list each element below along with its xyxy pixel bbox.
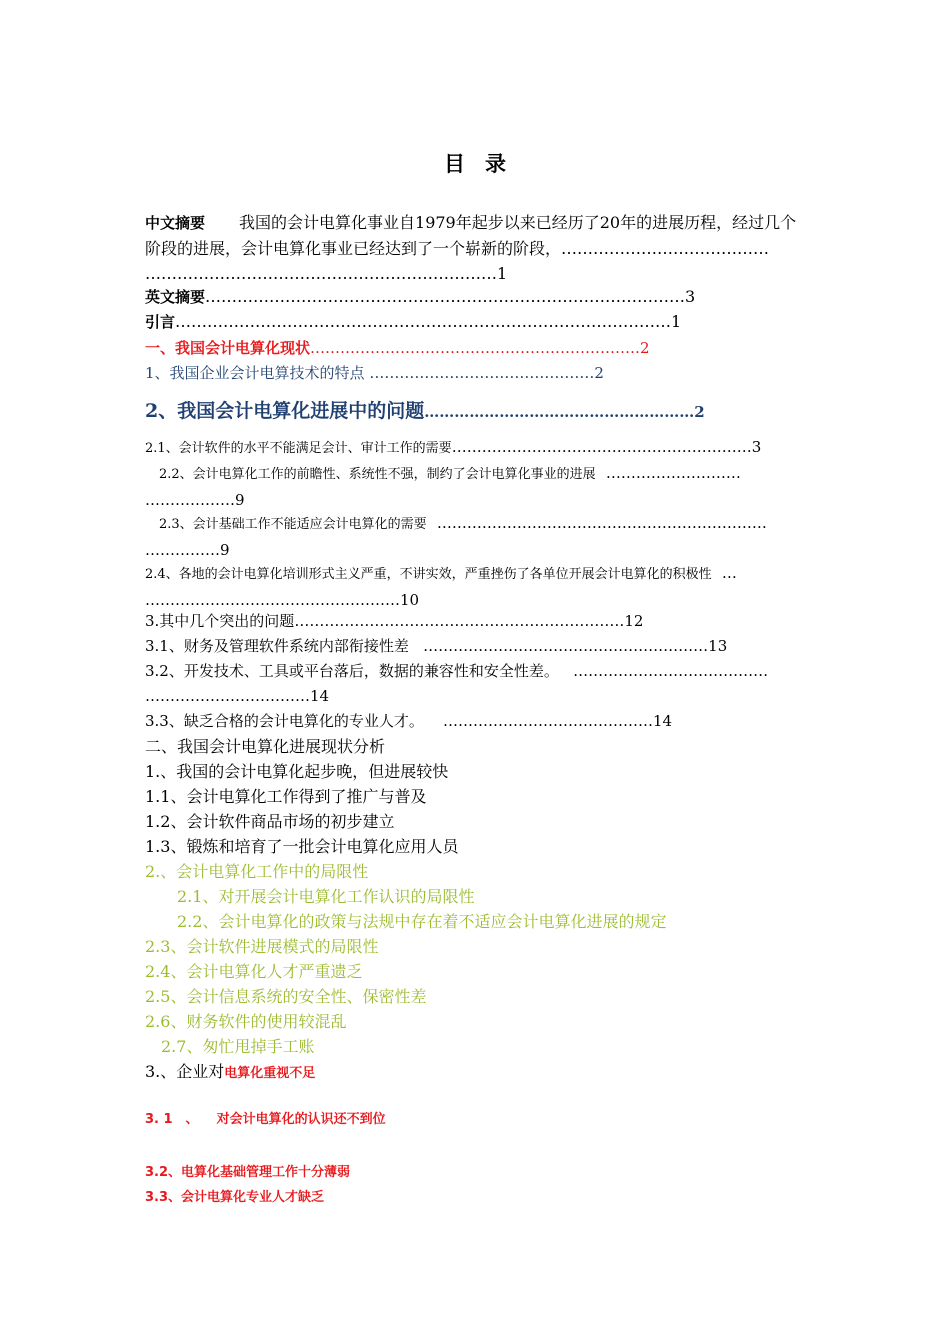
toc-entry-section-3-3[interactable] xyxy=(145,710,672,731)
outline-item-3-prefix: 3.、企业对 xyxy=(145,1062,225,1081)
toc-text-abstract-cn: 我国的会计电算化事业自1979年起步以来已经历了20年的进展历程，经过几个阶段的进展，会计电算化事业已经达到了一个崭新的阶段， xyxy=(145,213,797,258)
toc-label: 1、我国企业会计电算技术的特点 xyxy=(145,364,365,382)
toc-label: 引言 xyxy=(145,313,176,331)
outline-item-3-1-number: 3. 1 、 xyxy=(145,1112,199,1127)
toc-label: 一、我国会计电算化现状 xyxy=(145,339,311,357)
toc-entry-section-3-1[interactable] xyxy=(145,635,727,656)
outline-item-3-3: 3.3、会计电算化专业人才缺乏 xyxy=(145,1190,325,1205)
toc-entry-intro[interactable] xyxy=(145,311,681,332)
toc-dots-page: ……………………………………14 xyxy=(442,712,673,730)
toc-entry-section-2[interactable] xyxy=(145,396,705,423)
outline-item-3-1 xyxy=(145,1108,386,1127)
toc-dots-page: …………………………………………………13 xyxy=(423,637,728,655)
toc-entry-section-2-2[interactable] xyxy=(145,460,807,513)
toc-dots: … xyxy=(721,564,737,582)
toc-entry-section-2-1[interactable] xyxy=(145,437,761,456)
toc-dots-page: …………………………………………………………………………………1 xyxy=(175,312,682,331)
toc-dots: ………………………………… xyxy=(561,239,770,258)
outline-item-2-7: 2.7、匆忙甩掉手工账 xyxy=(161,1037,315,1056)
toc-label: 2.4、各地的会计电算化培训形式主义严重，不讲实效，严重挫伤了各单位开展会计电算化的积极性 xyxy=(145,567,712,582)
toc-label: 3.1、财务及管理软件系统内部衔接性差 xyxy=(145,637,409,655)
toc-dots-page: …………………………………………………………1 xyxy=(145,264,508,283)
outline-item-2: 2.、会计电算化工作中的局限性 xyxy=(145,862,369,881)
outline-item-2-6: 2.6、财务软件的使用较混乱 xyxy=(145,1012,347,1031)
toc-dots: ………………………………… xyxy=(573,662,769,680)
toc-dots-page: ………………………………………………2 xyxy=(424,403,705,421)
outline-item-2-2: 2.2、会计电算化的政策与法规中存在着不适应会计电算化进展的规定 xyxy=(177,912,667,931)
toc-entry-abstract-en[interactable] xyxy=(145,286,695,307)
outline-item-1-2: 1.2、会计软件商品市场的初步建立 xyxy=(145,812,395,831)
page-title: 目录 xyxy=(444,152,526,176)
outline-item-2-3: 2.3、会计软件进展模式的局限性 xyxy=(145,937,379,956)
toc-label: 3.3、缺乏合格的会计电算化的专业人才。 xyxy=(145,712,424,730)
toc-entry-section-2-3[interactable] xyxy=(145,510,807,563)
toc-dots-page: ………………………………………………………………………………3 xyxy=(205,287,696,306)
toc-label: 英文摘要 xyxy=(145,288,206,306)
toc-entry-section-3[interactable] xyxy=(145,610,643,631)
toc-dots-page: ……………………………………………………3 xyxy=(451,438,762,456)
toc-dots: ……………………… xyxy=(605,464,741,482)
outline-item-3-1-text: 对会计电算化的认识还不到位 xyxy=(216,1112,386,1127)
toc-label-abstract-cn: 中文摘要 xyxy=(145,214,206,232)
toc-dots-page: ……………………………………………10 xyxy=(145,591,420,609)
toc-entry-section-1-1[interactable] xyxy=(145,362,604,383)
outline-item-3-suffix: 电算化重视不足 xyxy=(224,1066,316,1081)
outline-item-1-1: 1.1、会计电算化工作得到了推广与普及 xyxy=(145,787,427,806)
toc-label: 3.其中几个突出的问题 xyxy=(145,612,295,630)
toc-label: 2.3、会计基础工作不能适应会计电算化的需要 xyxy=(159,517,427,532)
outline-item-1: 1.、我国的会计电算化起步晚，但进展较快 xyxy=(145,762,449,781)
toc-dots-page: ………………9 xyxy=(145,491,245,509)
toc-label: 2、我国会计电算化进展中的问题 xyxy=(145,400,425,422)
toc-entry-abstract-cn[interactable] xyxy=(145,210,807,286)
outline-item-3 xyxy=(145,1059,315,1082)
toc-dots-page: …………………………………………………………2 xyxy=(310,339,650,357)
toc-entry-section-3-2[interactable] xyxy=(145,659,807,709)
toc-dots-page: ………………………………………2 xyxy=(369,364,604,382)
outline-part-2-heading: 二、我国会计电算化进展现状分析 xyxy=(145,737,386,756)
outline-item-3-2: 3.2、电算化基础管理工作十分薄弱 xyxy=(145,1165,351,1180)
toc-label: 3.2、开发技术、工具或平台落后，数据的兼容性和安全性差。 xyxy=(145,662,559,680)
toc-dots-page: ……………9 xyxy=(145,541,230,559)
toc-dots-page: ……………………………14 xyxy=(145,687,330,705)
outline-item-2-4: 2.4、会计电算化人才严重遗乏 xyxy=(145,962,363,981)
toc-dots: ………………………………………………………… xyxy=(436,514,767,532)
toc-dots-page: …………………………………………………………12 xyxy=(294,612,644,630)
toc-entry-section-1[interactable] xyxy=(145,337,650,358)
toc-label: 2.1、会计软件的水平不能满足会计、审计工作的需要 xyxy=(145,441,452,456)
outline-item-2-5: 2.5、会计信息系统的安全性、保密性差 xyxy=(145,987,427,1006)
outline-item-1-3: 1.3、锻炼和培育了一批会计电算化应用人员 xyxy=(145,837,459,856)
toc-entry-section-2-4[interactable] xyxy=(145,560,807,613)
outline-item-2-1: 2.1、对开展会计电算化工作认识的局限性 xyxy=(177,887,475,906)
toc-label: 2.2、会计电算化工作的前瞻性、系统性不强，制约了会计电算化事业的进展 xyxy=(159,467,596,482)
